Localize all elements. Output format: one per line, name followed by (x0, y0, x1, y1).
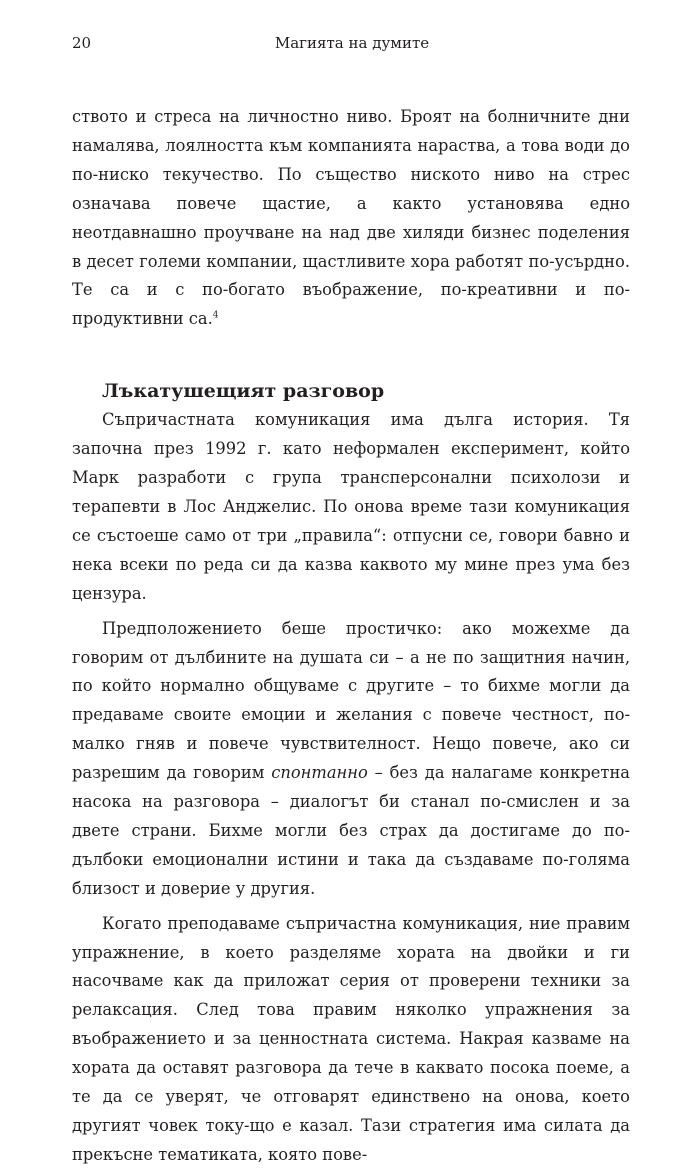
footnote-reference: 4 (212, 310, 219, 321)
paragraph-2-text-end: – без да налагаме конкретна насока на разговора – диалогът би станал по-смислен и за двете страни. Бихме могли без страх да достигаме до по-дълбоки емоционални истини и така да създаваме по-голяма близост и доверие у другия. (72, 763, 630, 898)
intro-paragraph-text: ството и стреса на личностно ниво. Броят на болничните дни намалява, лоялността към компанията нараства, а това води до по-ниско текучество. По същество ниското ниво на стрес означава повече щастие, а както установява едно неотдавнашно проучване на над две хиляди бизнес поделения в десет големи компании, щастливите хора работят по-усърдно. Те са и с по-богато въображение, по-креативни и по-продуктивни са. (72, 107, 630, 329)
page-header (72, 34, 632, 58)
running-title: Магията на думите (274, 34, 430, 52)
paragraph-2-text-start: Предположението беше простичко: ако можехме да говорим от дълбините на душата си – а не по защитния начин, по който нормално общуваме с другите – то бихме могли да предаваме своите емоции и желания с повече честност, по-малко гняв и повече чувствителност. Нещо повече, ако си разрешим да говорим (72, 618, 630, 783)
section-heading: Лъкатушещият разговор (102, 380, 385, 403)
paragraph-2-emphasis: спонтанно (271, 763, 368, 783)
section-paragraph-2 (72, 615, 630, 904)
section-paragraph-3: Когато преподаваме съпричастна комуникация, ние правим упражнение, в което разделяме хората на двойки и ги насочваме как да приложат серия от проверени техники за релаксация. След това правим няколко упражнения за въображението и за ценностната система. Накрая казваме на хората да оставят разговора да тече в каквато посока поеме, а те да се уверят, че отговарят единствено на онова, което другият човек току-що е казал. Тази стратегия има силата да прекъсне тематиката, която пове- (72, 913, 630, 1164)
section-paragraph-1: Съпричастната комуникация има дълга история. Тя започна през 1992 г. като неформален експеримент, който Марк разработи с група трансперсонални психолози и терапевти в Лос Анджелис. По онова време тази комуникация се състоеше само от три „правила“: отпусни се, говори бавно и нека всеки по реда си да казва каквото му мине през ума без цензура. (72, 410, 630, 603)
page-body (72, 103, 630, 1170)
intro-paragraph (72, 103, 630, 334)
page-number: 20 (72, 34, 92, 52)
